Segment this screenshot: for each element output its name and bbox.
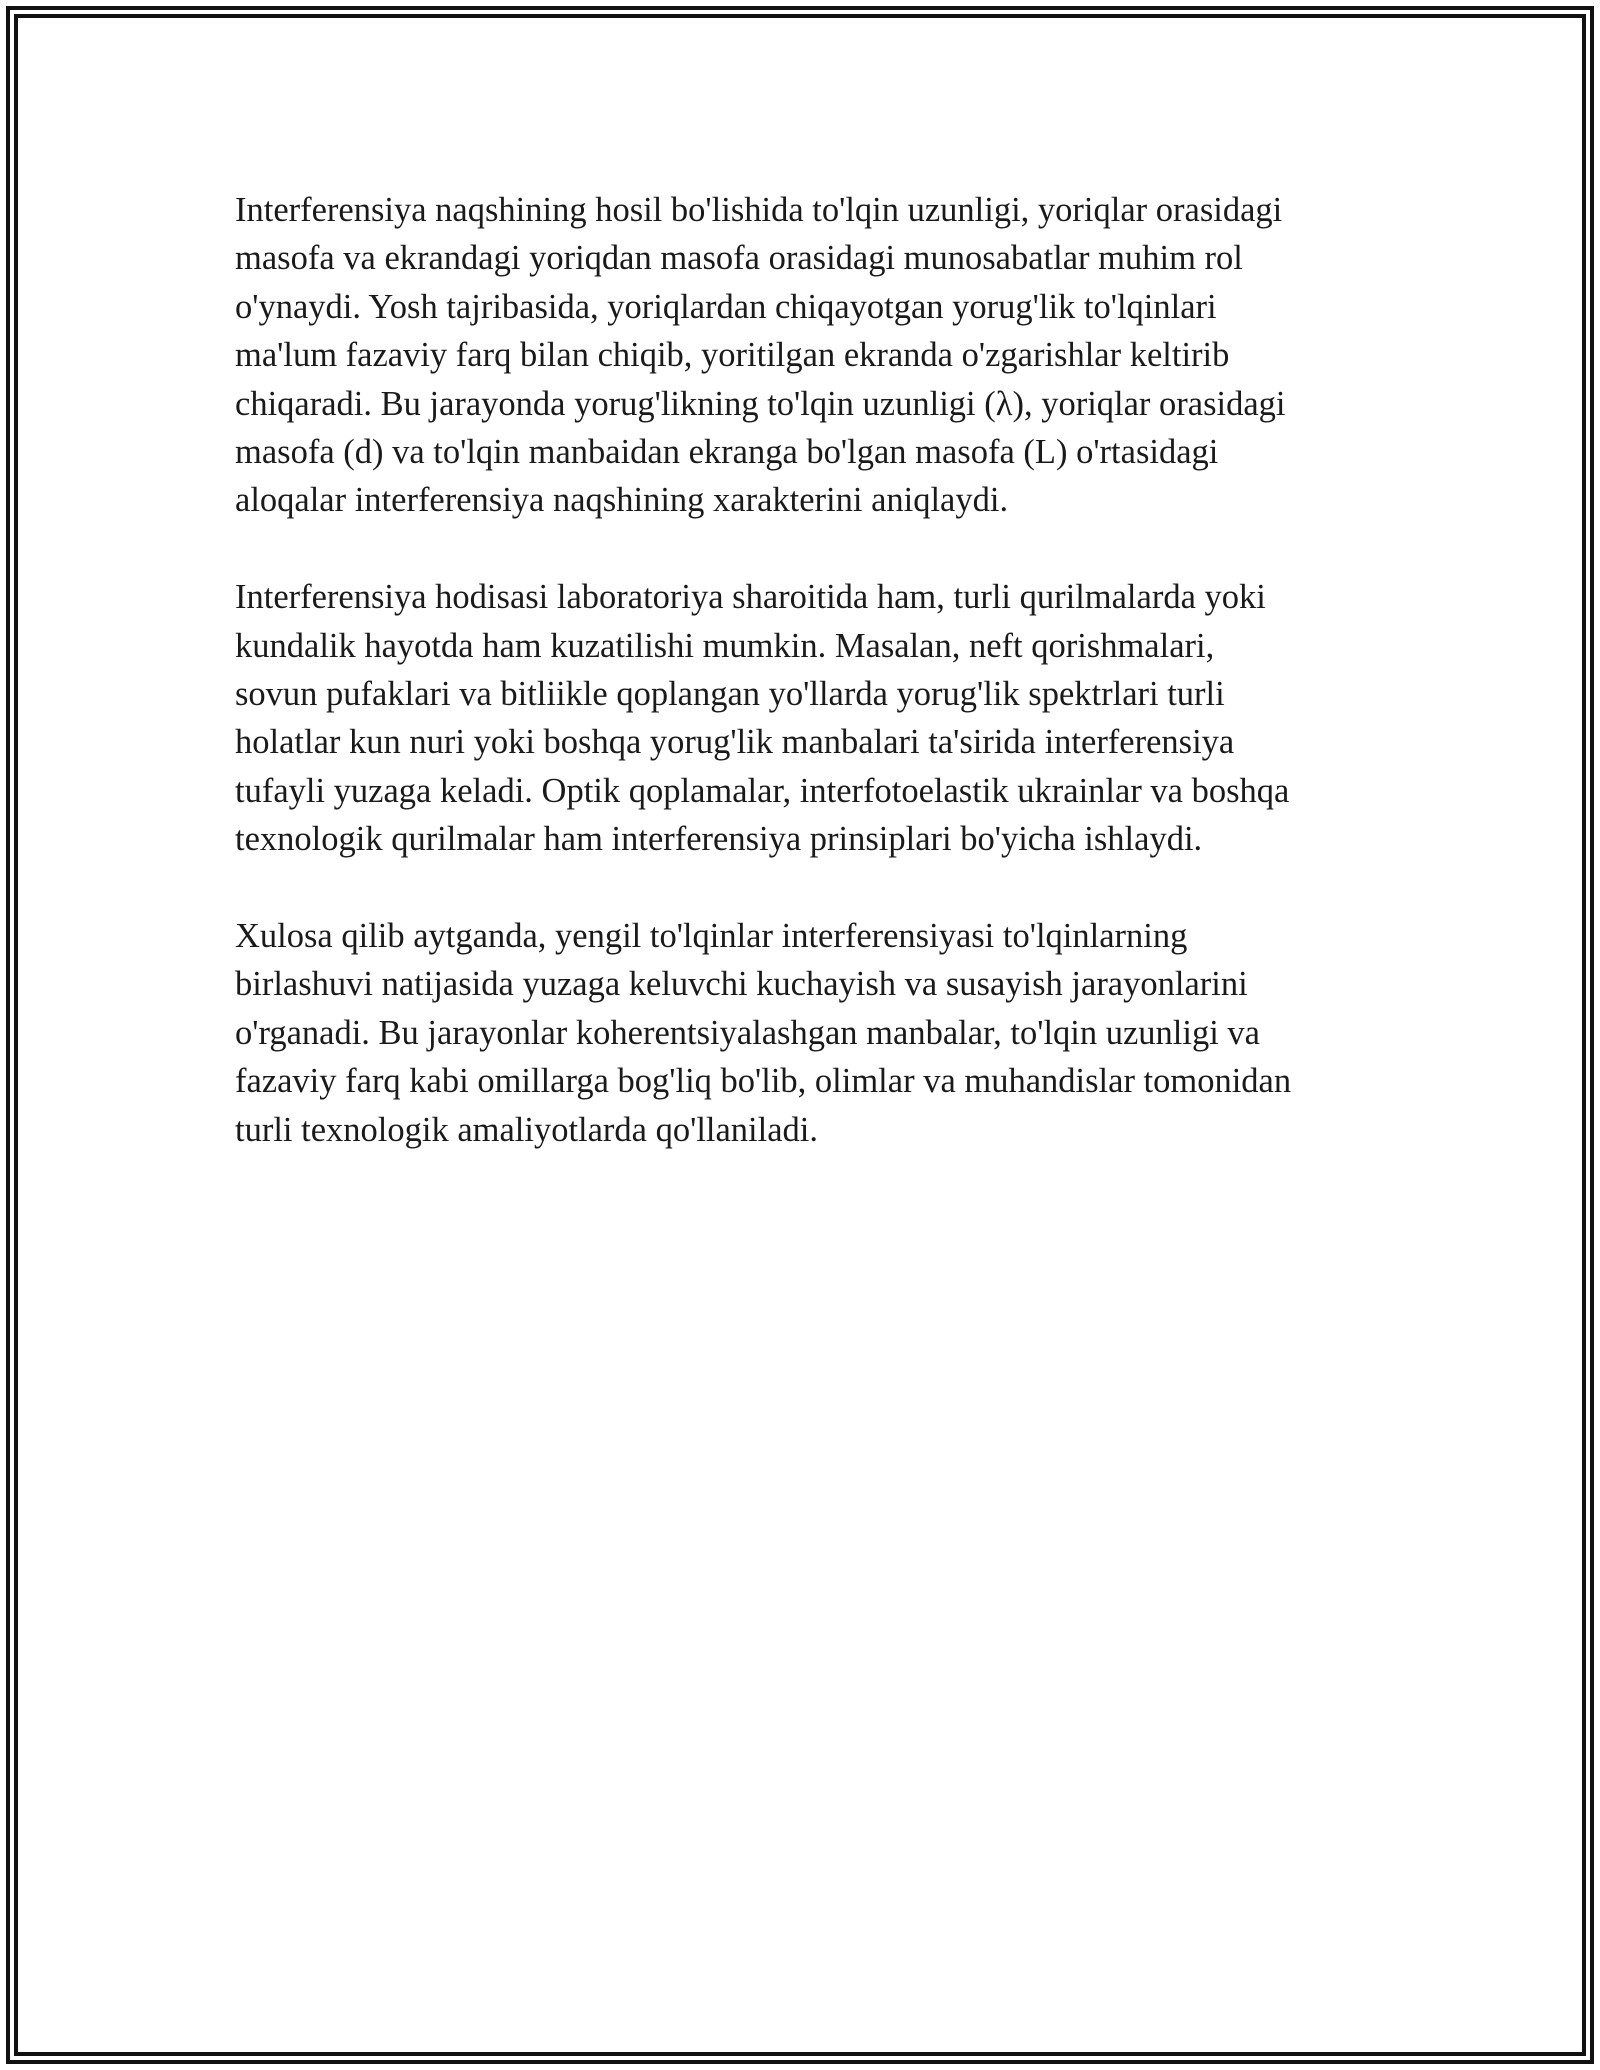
document-body [235, 186, 1365, 1202]
paragraph-3: Xulosa qilib aytganda, yengil to'lqinlar interferensiyasi to'lqinlarning birlashuvi natijasida yuzaga keluvchi kuchayish va susayish jarayonlarini o'rganadi. Bu jarayonlar koherentsiyalashgan manbalar, to'lqin uzunligi va fazaviy farq kabi omillarga bog'liq bo'lib, olimlar va muhandislar tomonidan turli texnologik amaliyotlarda qo'llaniladi. [235, 917, 1292, 1149]
paragraph-2: Interferensiya hodisasi laboratoriya sharoitida ham, turli qurilmalarda yoki kundalik hayotda ham kuzatilishi mumkin. Masalan, neft qorishmalari, sovun pufaklari va bitliikle qoplangan yo'llarda yorug'lik spektrlari turli holatlar kun nuri yoki boshqa yorug'lik manbalari ta'sirida interferensiya tufayli yuzaga keladi. Optik qoplamalar, interfotoelastik ukrainlar va boshqa texnologik qurilmalar ham interferensiya prinsiplari bo'yicha ishlaydi. [235, 578, 1290, 859]
paragraph-1: Interferensiya naqshining hosil bo'lishida to'lqin uzunligi, yoriqlar orasidagi masofa va ekrandagi yoriqdan masofa orasidagi munosabatlar muhim rol o'ynaydi. Yosh tajribasida, yoriqlardan chiqayotgan yorug'lik to'lqinlari ma'lum fazaviy farq bilan chiqib, yoritilgan ekranda o'zgarishlar keltirib chiqaradi. Bu jarayonda yorug'likning to'lqin uzunligi (λ), yoriqlar orasidagi masofa (d) va to'lqin manbaidan ekranga bo'lgan masofa (L) o'rtasidagi aloqalar interferensiya naqshining xarakterini aniqlaydi. [235, 191, 1286, 520]
